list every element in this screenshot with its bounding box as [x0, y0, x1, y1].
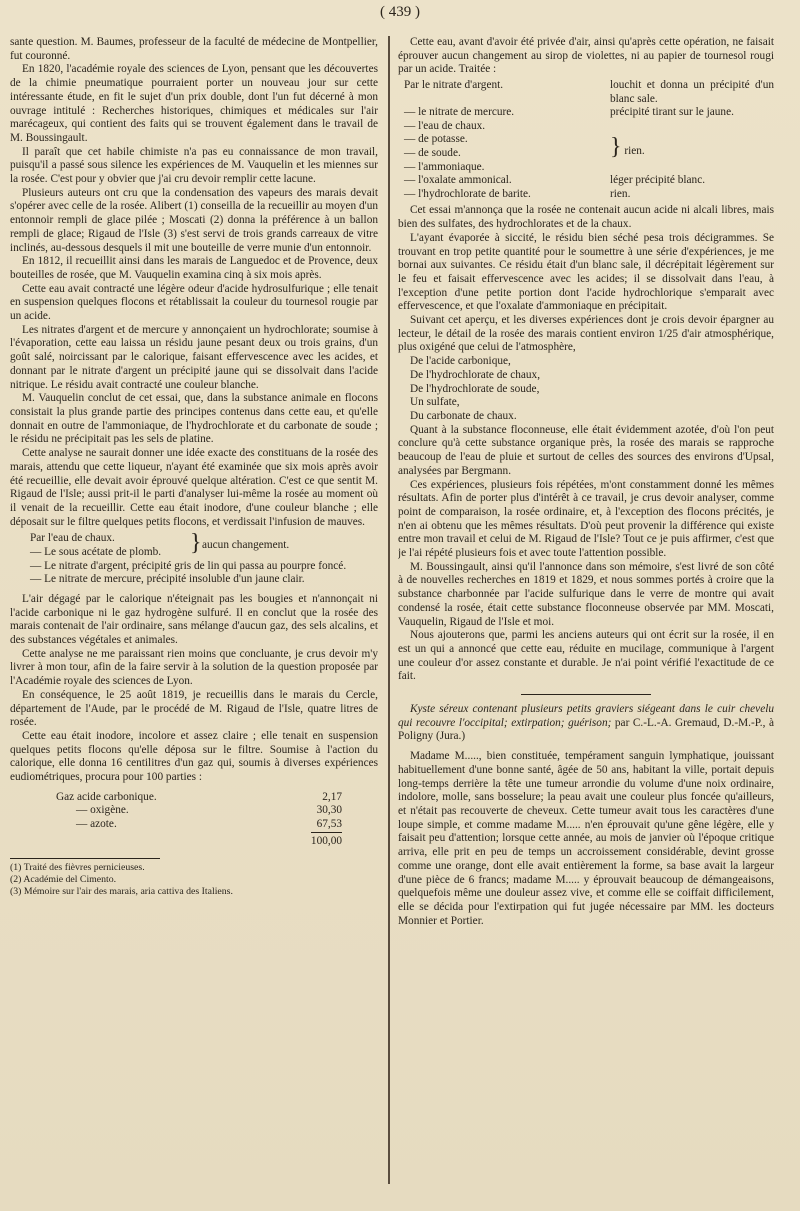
gas-value: 30,30	[316, 804, 342, 817]
brace-icon: }	[190, 530, 202, 557]
paragraph: M. Boussingault, ainsi qu'il l'annonce dans son mémoire, s'est livré de son côté à de nouvelles recherches en 1819 et 1829, et nous sommes portés à croire que la substance charbonnée par l'acide sulfurique dans le verre de montre qui avait condensé la rosée, était cette substance floconneuse observée par MM. Moscati, Vauquelin, Rigaud de l'Isle et moi.	[398, 560, 774, 628]
paragraph: Cette eau était inodore, incolore et assez claire ; elle tenait en suspension quelques petits flocons qu'elle déposa sur le filtre. Soumise à l'action du calorique, elle donna 16 centilitres d'un gaz qui, soumis à diverses expériences eudiométriques, procura pour 100 parties :	[10, 729, 378, 784]
list-item: Un sulfate,	[410, 396, 460, 409]
gas-row	[56, 804, 346, 818]
paragraph: Ces expériences, plusieurs fois répétées, m'ont constamment donné les mêmes résultats. Afin de porter plus d'intérêt à ce travail, je crus devoir analyser, comme point de comparaison, la rosée ordinaire, et, à l'exception des flocons précités, je n'en ai obtenu que les mêmes résultats. D'où peut provenir la différence qui existe entre mon travail et celui de M. Rigaud de l'Isle? Tout ce je puis affirmer, c'est que je l'ai répété plusieurs fois et avec toute l'attention possible.	[398, 478, 774, 560]
test-result: précipité tirant sur le jaune.	[610, 106, 734, 119]
paragraph: Quant à la substance floconneuse, elle était évidemment azotée, d'où l'on peut conclure qu'à cette substance organique près, la rosée des marais se rapproche beaucoup de l'eau de pluie et surtout de celles des sources des environs d'Upsal, analysées par Bergmann.	[398, 423, 774, 477]
list-item: De l'hydrochlorate de chaux,	[410, 368, 541, 381]
paragraph: En conséquence, le 25 août 1819, je recueillis dans le marais du Cercle, département de l'Aude, par le procédé de M. Rigaud de l'Isle, quatre litres de rosée.	[10, 688, 378, 729]
page-number: ( 439 )	[380, 4, 420, 20]
paragraph: Madame M....., bien constituée, tempérament sanguin lymphatique, jouissant habituellement d'une bonne santé, âgée de 50 ans, habitant la ville, portait depuis long-temps derrière la tête une tumeur arrondie du volume d'une noix ordinaire, indolore, molle, sans bosselure; la peau avait une couleur plus foncée qu'ailleurs, et n'était pas recouverte de cheveux. Cette tumeur avait tous les caractères d'une loupe simple, et comme madame M..... n'en éprouvait qu'une gêne légère, elle y faisait peu d'attention; lorsque cette année, au mois de janvier où l'époque critique arriva, elle prit en peu de temps un accroissement considérable, devint grosse comme une orange, dont elle avait entièrement la forme, sa base avait la largeur d'une pièce de 6 francs; madame M..... y éprouvait beaucoup de démangeaisons, quelquefois même une douleur assez vive, et comme elle se coiffait difficilement, elle se décida pour l'extirpation qui fut jugée nécessaire par MM. les docteurs Monnier et Portier.	[398, 750, 774, 927]
test-table	[398, 79, 774, 201]
paragraph: Les nitrates d'argent et de mercure y annonçaient un hydrochlorate; soumise à l'évaporation, cette eau laissa un résidu jaune pesant deux ou trois grains, d'un goût salé, noircissant par le calorique, faisant effervescence avec les acides, et donnant par le nitrate d'argent un précipité jaune qui se dissolvait dans l'acide nitrique. Le résidu avait contracté une couleur blanche.	[10, 323, 378, 391]
test-reagent: — de soude.	[404, 147, 461, 160]
paragraph: L'ayant évaporée à siccité, le résidu bien séché pesa trois décigrammes. Se trouvant en trop petite quantité pour le soumettre à une série d'expériences, je me bornai aux suivantes. Ce résidu était d'un blanc sale, il décrépitait légèrement sur le feu et faisait effervescence avec les acides; il se dissolvait dans l'eau, à l'exception d'une petite portion dont l'acide hydrochlorique s'emparait avec effervescence, et que l'oxalate d'ammoniaque en précipitait.	[398, 231, 774, 313]
reagent-result: aucun changement.	[202, 539, 290, 552]
test-reagent: — le nitrate de mercure.	[404, 106, 515, 119]
paragraph: sante question. M. Baumes, professeur de la faculté de médecine de Montpellier, fut couronné.	[10, 36, 378, 62]
article-author: par C.-L.-A. Gremaud, D.-M.-P., à Poligny (Jura.)	[398, 716, 774, 743]
paragraph: L'air dégagé par le calorique n'éteignait pas les bougies et n'annonçait ni l'acide carbonique ni le gaz hydrogène sulfuré. Il en conclut que la rosée des marais contenait de l'air ordinaire, sans mélange d'aucun gaz, des sels alcalins, et des substances végétales et animales.	[10, 592, 378, 647]
footnote: (2) Académie del Cimento.	[10, 874, 117, 886]
test-reagent: — l'oxalate ammonical.	[404, 174, 512, 187]
reagent-item: — Le nitrate de mercure, précipité insoluble d'un jaune clair.	[30, 573, 305, 586]
test-reagent: — de potasse.	[404, 133, 468, 146]
list-item: De l'acide carbonique,	[410, 355, 511, 368]
footnote: (1) Traité des fièvres pernicieuses.	[10, 862, 145, 874]
reagent-table	[30, 532, 330, 559]
left-column	[10, 36, 378, 1208]
paragraph: En 1812, il recueillit ainsi dans les marais de Languedoc et de Provence, deux bouteilles de rosée, que M. Vauquelin examina cinq à six mois après.	[10, 255, 378, 281]
test-row	[398, 174, 774, 188]
test-reagent: — l'hydrochlorate de barite.	[404, 187, 531, 200]
test-row	[398, 106, 774, 120]
reagent-item: Par l'eau de chaux.	[30, 532, 115, 545]
list-item: Du carbonate de chaux.	[410, 410, 517, 422]
article-heading	[398, 703, 774, 744]
gas-value: 2,17	[322, 790, 342, 803]
paragraph: Cette eau, avant d'avoir été privée d'air, ainsi qu'après cette opération, ne faisait éprouver aucun changement au sirop de violettes, ni au papier de tournesol rougi par un acide. Traitée :	[398, 36, 774, 76]
reagent-item: — Le nitrate d'argent, précipité gris de lin qui passa au pourpre foncé.	[30, 559, 347, 572]
paragraph: Cet essai m'annonça que la rosée ne contenait aucun acide ni alcali libres, mais bien des sulfates, des hydrochlorates et de la chaux.	[398, 204, 774, 231]
paragraph: Cette analyse ne saurait donner une idée exacte des constituans de la rosée des marais, attendu que cette liqueur, n'ayant été examinée que six mois après avoir été recueillie, elle devait avoir éprouvé quelque altération. C'est ce que sentit M. Rigaud de l'Isle; aussi prit-il le parti d'analyser lui-même la rosée au moment où il venait de la recueillir. Cette eau était inodore, d'une couleur blanche ; elle déposait sur le filtre quelques petits flocons, et verdissait l'infusion de mauves.	[10, 447, 378, 528]
gas-value: 67,53	[316, 817, 342, 830]
gas-name: — oxigène.	[76, 804, 129, 817]
paragraph: Cette eau avait contracté une légère odeur d'acide hydrosulfurique ; elle tenait en suspension quelques flocons et rétablissait la couleur du tournesol rougie par un acide.	[10, 282, 378, 323]
test-result: louchit et donna un précipité d'un blanc sale.	[610, 79, 774, 105]
test-reagent: Par le nitrate d'argent.	[404, 79, 504, 92]
test-reagent: — l'ammoniaque.	[404, 160, 485, 173]
gas-name: — azote.	[76, 817, 117, 830]
paragraph: Plusieurs auteurs ont cru que la condensation des vapeurs des marais devait s'opérer avec celle de la rosée. Alibert (1) conseilla de la recueillir au moyen d'un entonnoir rempli de glace pilée ; Moscati (2) donna la préférence à un ballon rempli de glace; Rigaud de l'Isle (3) s'est servi de trois grands carreaux de vitre inclinés, au-dessous desquels il mit une bouteille de verre munie d'un entonnoir.	[10, 186, 378, 254]
paragraph: M. Vauquelin conclut de cet essai, que, dans la substance animale en flocons consistait la plus grande partie des principes contenus dans cette eau, et qu'elle donnait en outre de l'ammoniaque, de l'hydrochlorate et du carbonate de soude ; le résidu ne précipitait pas les sels de platine.	[10, 392, 378, 446]
column-divider	[388, 36, 390, 1184]
paragraph: Il paraît que cet habile chimiste n'a pas eu connaissance de mon travail, puisqu'il a passé sous silence les expériences de M. Vauquelin et les miennes sur la rosée. C'est pour y obvier que j'ai cru devoir remplir cette lacune.	[10, 145, 378, 186]
brace-icon: }	[610, 133, 622, 160]
list-item: De l'hydrochlorate de soude,	[410, 382, 540, 395]
paragraph: Suivant cet aperçu, et les diverses expériences dont je crois devoir épargner au lecteur, le détail de la rosée des marais contient environ 1/25 d'air atmosphérique, plus oxigéné que celui de l'atmosphère,	[398, 314, 774, 354]
article-title: Kyste séreux contenant plusieurs petits graviers siégeant dans le cuir chevelu qui recouvre l'occipital; extirpation; guérison;	[398, 703, 774, 729]
test-row	[398, 188, 774, 202]
test-result: léger précipité blanc.	[610, 174, 706, 187]
paragraph: Nous ajouterons que, parmi les anciens auteurs qui ont écrit sur la rosée, il en est un qui a annoncé que cette eau, réduite en mucilage, communique à l'argent une couleur d'or assez constante et durable. Je n'ai point vérifié l'exactitude de ce fait.	[398, 629, 774, 683]
footnote: (3) Mémoire sur l'air des marais, aria cattiva des Italiens.	[10, 886, 233, 898]
gas-total-row	[56, 832, 346, 849]
gas-table	[56, 791, 346, 848]
gas-total: 100,00	[311, 832, 342, 849]
test-row	[398, 79, 774, 106]
test-result: rien.	[624, 144, 645, 157]
test-reagent: — l'eau de chaux.	[404, 119, 486, 132]
paragraph: En 1820, l'académie royale des sciences de Lyon, pensant que les découvertes de la chimie pneumatique pourraient porter un nouveau jour sur cette intéressante étude, en fit le sujet d'un prix double, dont l'un fut décerné à mon ouvrage intitulé : Recherches historiques, chimiques et médicales sur l'air marécageux, qui contient des faits qui se trouvent également dans le travail de M. Boussingault.	[10, 63, 378, 144]
footnote-divider	[10, 858, 160, 859]
gas-row	[56, 791, 346, 805]
reagent-item: — Le sous acétate de plomb.	[30, 545, 162, 558]
right-column	[398, 36, 774, 1208]
paragraph: Cette analyse ne me paraissant rien moins que concluante, je crus devoir m'y livrer à mon tour, afin de la faire servir à la solution de la question proposée par l'Académie royale des sciences de Lyon.	[10, 647, 378, 688]
composition-list	[398, 355, 774, 424]
test-result: rien.	[610, 187, 631, 200]
article-divider	[521, 694, 651, 695]
gas-name: Gaz acide carbonique.	[56, 790, 157, 803]
test-row	[398, 120, 774, 134]
gas-row	[56, 818, 346, 832]
